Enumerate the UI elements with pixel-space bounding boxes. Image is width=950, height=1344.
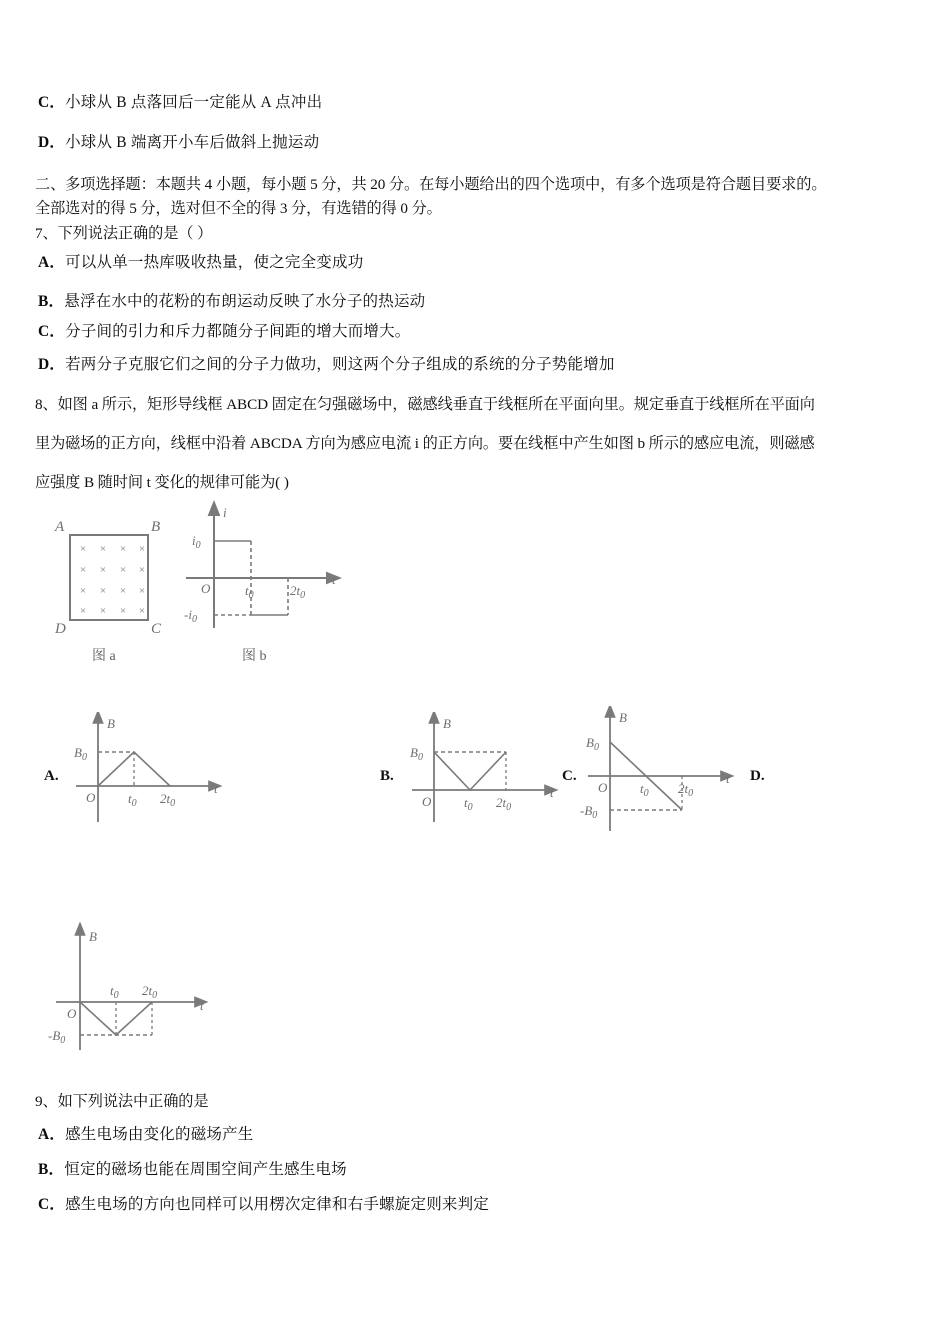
svg-text:t0: $t_0$ [245, 583, 254, 601]
figure-b-caption: 图 b [242, 649, 267, 664]
svg-text:O: O [86, 790, 96, 805]
svg-text:B: B [619, 710, 627, 725]
svg-text:2t0: $2t_0$ [290, 583, 306, 601]
svg-text:×: × [79, 585, 87, 597]
option-label: C． [38, 1196, 66, 1213]
svg-text:×: × [99, 543, 107, 555]
option-text: 小球从 B 端离开小车后做斜上抛运动 [65, 134, 320, 151]
option-text: 感生电场由变化的磁场产生 [65, 1126, 254, 1143]
svg-text:t: t [200, 998, 204, 1013]
option-text: 可以从单一热库吸收热量，使之完全变成功 [65, 254, 364, 271]
svg-text:×: × [138, 605, 146, 617]
option-text: 若两分子克服它们之间的分子力做功，则这两个分子组成的系统的分子势能增加 [65, 356, 615, 373]
list-item [38, 1125, 254, 1146]
option-d-graph [48, 922, 223, 1062]
svg-text:-B0: $-B_0$ [48, 1028, 66, 1046]
option-a-mark: A. [44, 768, 59, 784]
option-text: 小球从 B 点落回后一定能从 A 点冲出 [65, 94, 323, 111]
svg-text:×: × [79, 543, 87, 555]
option-text: 分子间的引力和斥力都随分子间距的增大而增大。 [65, 323, 411, 340]
figure-b-current-graph [180, 500, 355, 640]
option-b-mark: B. [380, 768, 394, 784]
svg-text:×: × [119, 564, 127, 576]
svg-text:B: B [443, 716, 451, 731]
svg-text:i: i [223, 505, 227, 520]
option-label: D． [38, 356, 66, 373]
list-item [38, 133, 319, 154]
svg-text:t: t [726, 771, 730, 786]
svg-text:×: × [99, 564, 107, 576]
svg-text:×: × [99, 605, 107, 617]
svg-text:t0: $t_0$ [128, 791, 137, 809]
svg-text:×: × [138, 585, 146, 597]
svg-text:2t0: $2t_0$ [496, 795, 512, 813]
option-text: 恒定的磁场也能在周围空间产生感生电场 [64, 1161, 347, 1178]
option-label: C． [38, 323, 66, 340]
svg-text:D: D [55, 621, 66, 637]
option-text: 感生电场的方向也同样可以用楞次定律和右手螺旋定则来判定 [65, 1196, 489, 1213]
question-8-stem-line3: 应强度 B 随时间 t 变化的规律可能为( ) [35, 474, 289, 491]
svg-text:t0: $t_0$ [110, 983, 119, 1001]
question-7-stem: 7、下列说法正确的是（ ） [35, 225, 213, 242]
svg-text:2t0: $2t_0$ [160, 791, 176, 809]
svg-text:B0: $B_0$ [410, 745, 423, 763]
svg-text:t0: $t_0$ [640, 781, 649, 799]
option-b-graph [404, 712, 574, 837]
svg-text:C: C [151, 621, 162, 637]
svg-text:B: B [107, 716, 115, 731]
svg-text:-i0: $-i_0$ [184, 607, 197, 625]
svg-text:×: × [138, 564, 146, 576]
option-label: C． [38, 94, 66, 111]
svg-text:×: × [79, 564, 87, 576]
svg-text:2t0: $2t_0$ [678, 781, 694, 799]
option-d-mark: D. [750, 768, 765, 784]
svg-text:A: A [55, 519, 65, 535]
svg-text:B: B [89, 929, 97, 944]
svg-text:×: × [79, 605, 87, 617]
list-item [38, 253, 363, 274]
section-instructions-line1: 二、多项选择题：本题共 4 小题，每小题 5 分，共 20 分。在每小题给出的四个选项中，有多个选项是符合题目要求的。 [35, 176, 827, 193]
svg-text:O: O [598, 780, 608, 795]
list-item [38, 355, 615, 376]
list-item [38, 93, 322, 114]
svg-text:t: t [550, 785, 554, 800]
svg-text:O: O [201, 581, 211, 596]
option-c-graph [580, 706, 750, 841]
option-label: A． [38, 254, 66, 271]
question-9-stem: 9、如下列说法中正确的是 [35, 1093, 209, 1110]
list-item [38, 1195, 489, 1216]
svg-text:2t0: $2t_0$ [142, 983, 158, 1001]
option-label: D． [38, 134, 66, 151]
figure-a-caption: 图 a [92, 649, 116, 664]
option-label: B． [38, 293, 65, 310]
question-8-stem-line1: 8、如图 a 所示，矩形导线框 ABCD 固定在匀强磁场中，磁感线垂直于线框所在平面向里。规定垂直于线框所在平面向 [35, 396, 815, 413]
svg-text:×: × [99, 585, 107, 597]
svg-text:×: × [119, 605, 127, 617]
list-item [38, 322, 411, 343]
svg-text:×: × [138, 543, 146, 555]
svg-text:O: O [422, 794, 432, 809]
svg-text:t0: $t_0$ [464, 795, 473, 813]
section-instructions-line2: 全部选对的得 5 分，选对但不全的得 3 分，有选错的得 0 分。 [35, 200, 442, 217]
list-item [38, 1160, 347, 1181]
svg-text:t: t [332, 572, 336, 587]
svg-text:B0: $B_0$ [74, 745, 87, 763]
question-8-stem-line2: 里为磁场的正方向，线框中沿着 ABCDA 方向为感应电流 i 的正方向。要在线框中产生如图 b 所示的感应电流，则磁感 [35, 435, 815, 452]
list-item [38, 292, 425, 313]
svg-text:-B0: $-B_0$ [580, 803, 598, 821]
svg-text:i0: $i_0$ [192, 533, 201, 551]
option-text: 悬浮在水中的花粉的布朗运动反映了水分子的热运动 [64, 293, 426, 310]
svg-text:×: × [119, 585, 127, 597]
svg-text:B: B [151, 519, 161, 535]
option-a-graph [68, 712, 238, 837]
option-label: A． [38, 1126, 66, 1143]
svg-text:×: × [119, 543, 127, 555]
svg-text:B0: $B_0$ [586, 735, 599, 753]
option-c-mark: C. [562, 768, 577, 784]
svg-text:t: t [214, 781, 218, 796]
option-label: B． [38, 1161, 65, 1178]
svg-text:O: O [67, 1006, 77, 1021]
